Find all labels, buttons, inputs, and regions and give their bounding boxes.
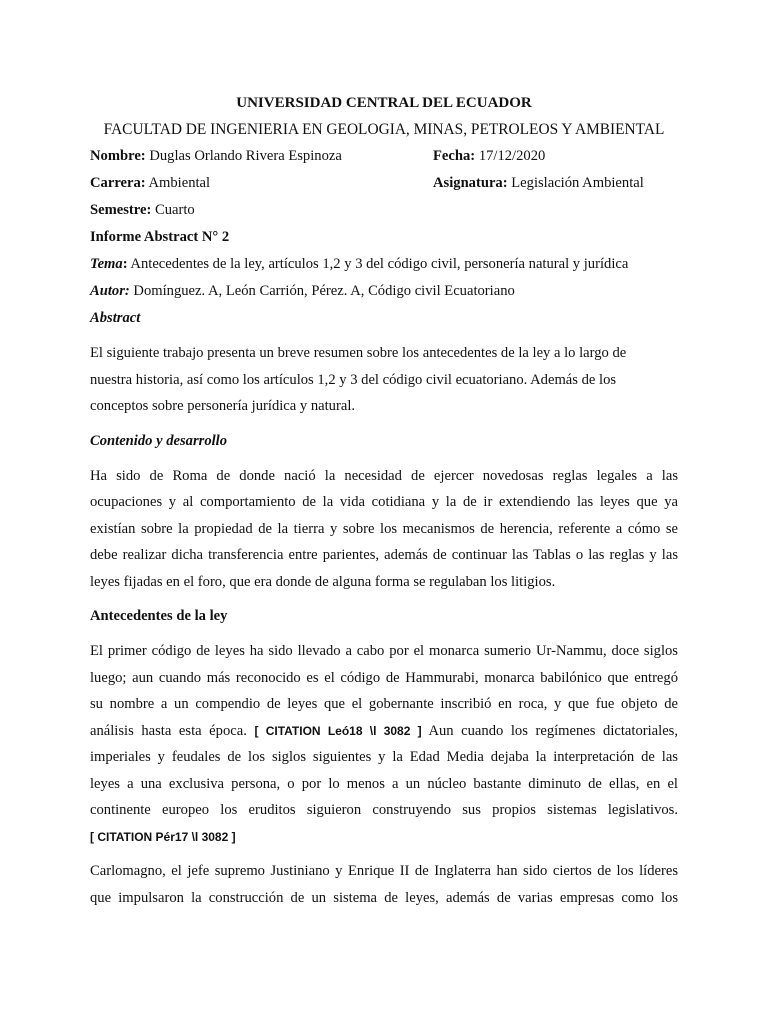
contenido-paragraph	[90, 463, 678, 596]
citation-field: [ CITATION Leó18 \l 3082 ]	[254, 723, 422, 738]
abstract-line: nuestra historia, así como los artículos 1,2 y 3 del código civil ecuatoriano. Además de los	[90, 371, 617, 388]
antecedentes-line-text: análisis hasta esta época.	[90, 722, 247, 739]
contenido-heading: Contenido y desarrollo	[90, 432, 228, 449]
carrera-value: Ambiental	[148, 175, 211, 191]
nombre-fecha-row	[90, 143, 678, 170]
contenido-line: existían sobre la propiedad de la tierra y sobre los mecanismos de herencia, referente a cómo se	[90, 520, 678, 537]
contenido-line: ocupaciones y al comportamiento de la vida cotidiana y la de ir extendiendo las leyes que ya	[90, 494, 678, 510]
informe-title: Informe Abstract N° 2	[90, 229, 230, 245]
asignatura-value: Legislación Ambiental	[511, 175, 644, 191]
fecha-label: Fecha:	[433, 148, 476, 164]
abstract-line: El siguiente trabajo presenta un breve resumen sobre los antecedentes de la ley a lo largo de	[90, 345, 627, 361]
nombre-value: Duglas Orlando Rivera Espinoza	[149, 148, 342, 164]
abstract-line: conceptos sobre personería jurídica y natural.	[90, 398, 356, 414]
document-page	[90, 90, 678, 911]
antecedentes-line: su nombre a un compendio de leyes que el gobernante inscribió en roca, y que fue objeto de	[90, 696, 678, 712]
antecedentes-line-text: Aun cuando los regímenes dictatoriales,	[428, 722, 678, 739]
tema-value: Antecedentes de la ley, artículos 1,2 y 3 del código civil, personería natural y jurídica	[130, 256, 629, 272]
carrera-label: Carrera:	[90, 175, 146, 191]
tema-colon: :	[122, 256, 128, 272]
carlomagno-line: que impulsaron la construcción de un sistema de leyes, además de varias empresas como los	[90, 889, 678, 906]
antecedentes-line: luego; aun cuando más reconocido es el código de Hammurabi, monarca babilónico que entregó	[90, 669, 678, 686]
autor-row	[90, 278, 678, 305]
contenido-line: debe realizar dicha transferencia entre parientes, además de continuar las Tablas o las reglas y las	[90, 547, 678, 563]
fecha-field	[433, 143, 545, 170]
antecedentes-line: El primer código de leyes ha sido llevado a cabo por el monarca sumerio Ur-Nammu, doce siglos	[90, 643, 678, 659]
antecedentes-citation-line	[90, 718, 678, 745]
faculty-title: FACULTAD DE INGENIERIA EN GEOLOGIA, MINAS, PETROLEOS Y AMBIENTAL	[103, 121, 665, 138]
contenido-line: Ha sido de Roma de donde nació la necesidad de ejercer novedosas reglas legales a las	[90, 467, 678, 484]
citation-field: [ CITATION Pér17 \l 3082 ]	[90, 829, 236, 844]
fecha-value: 17/12/2020	[478, 148, 546, 164]
antecedentes-line: leyes a una exclusiva persona, o por lo menos a un núcleo bastante diminuto de ellas, en el	[90, 775, 678, 792]
semestre-row	[90, 197, 678, 224]
antecedentes-heading: Antecedentes de la ley	[90, 608, 228, 624]
antecedentes-line: imperiales y feudales de los siglos siguientes y la Edad Media dejaba la interpretación de las	[90, 749, 678, 765]
autor-label: Autor:	[90, 283, 130, 299]
contenido-line: leyes fijadas en el foro, que era donde de alguna forma se regulaban los litigios.	[90, 573, 556, 590]
autor-value: Domínguez. A, León Carrión, Pérez. A, Código civil Ecuatoriano	[133, 283, 515, 299]
carrera-asignatura-row	[90, 170, 678, 197]
tema-label: Tema	[90, 256, 123, 272]
carlomagno-paragraph	[90, 858, 678, 911]
abstract-heading: Abstract	[90, 310, 141, 326]
tema-row	[90, 251, 678, 278]
nombre-label: Nombre:	[90, 148, 146, 164]
carlomagno-line: Carlomagno, el jefe supremo Justiniano y Enrique II de Inglaterra han sido ciertos de los líderes	[90, 863, 678, 879]
semestre-value: Cuarto	[154, 202, 195, 218]
university-title: UNIVERSIDAD CENTRAL DEL ECUADOR	[236, 95, 532, 111]
citation-line	[90, 824, 678, 851]
semestre-label: Semestre:	[90, 202, 152, 218]
antecedentes-line: continente europeo los eruditos siguieron construyendo sus propios sistemas legislativos.	[90, 802, 678, 818]
antecedentes-paragraph	[90, 638, 678, 850]
asignatura-label: Asignatura:	[433, 175, 508, 191]
abstract-paragraph	[90, 340, 678, 420]
asignatura-field	[433, 170, 644, 197]
